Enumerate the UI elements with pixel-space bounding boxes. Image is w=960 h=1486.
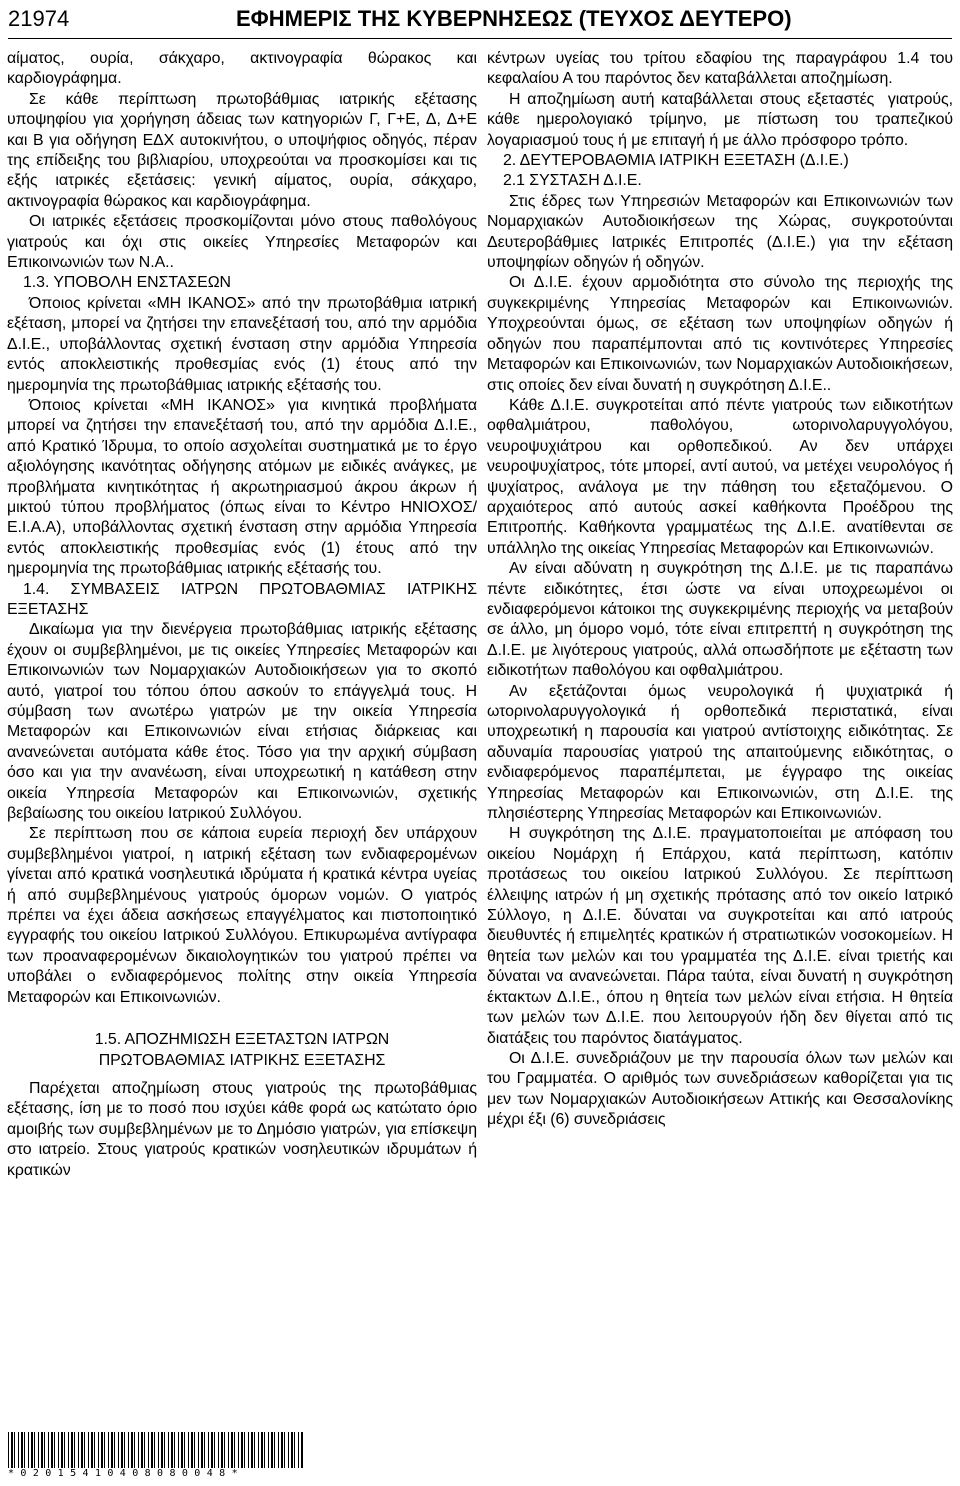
barcode [8, 1432, 304, 1479]
paragraph: Οι Δ.Ι.Ε. συνεδριάζουν με την παρουσία όλων των μελών και του Γραμματέα. Ο αριθμός των συνεδριάσεων καθορίζεται για τις μεν των Νομαρχιακών Αυτοδιοικήσεων Αττικής και Θεσσαλονίκης μέχρι έξι (6) συνεδριάσεις [487, 1049, 953, 1129]
paragraph: Αν είναι αδύνατη η συγκρότηση της Δ.Ι.Ε. με τις παραπάνω πέντε ειδικότητες, έτσι ώστε να είναι υποχρεωμένοι οι ενδιαφερόμενοι κάτοικοι της συγκεκριμένης περιοχής να μεταβούν σε άλλο, μη όμορο νομό, τότε είναι επιτρεπτή η συγκρότηση της Δ.Ι.Ε. με λιγότερους γιατρούς, αλλά οπωσδήποτε με εξέταστη των ειδικοτήτων παθολόγου και οφθαλμιάτρου. [487, 560, 953, 680]
section-heading: 1.4. ΣΥΜΒΑΣΕΙΣ ΙΑΤΡΩΝ ΠΡΩΤΟΒΑΘΜΙΑΣ ΙΑΤΡΙΚΗΣ ΕΞΕΤΑΣΗΣ [7, 580, 477, 618]
paragraph: Όποιος κρίνεται «ΜΗ ΙΚΑΝΟΣ» από την πρωτοβάθμια ιατρική εξέταση, μπορεί να ζητήσει την επανεξέτασή του, από την αρμόδια Δ.Ι.Ε., υποβάλλοντας σχετική ένσταση στην αρμόδια Υπηρεσία εντός αποκλειστικής προθεσμίας ενός (1) έτους από την ημερομηνία της πρωτοβάθμιας ιατρικής εξέτασής του. [7, 294, 477, 394]
paragraph: Η συγκρότηση της Δ.Ι.Ε. πραγματοποιείται με απόφαση του οικείου Νομάρχη ή Επάρχου, κατά περίπτωση, κατόπιν προτάσεως του οικείου Ιατρικού Συλλόγου. Σε περίπτωση έλλειψης ιατρών ή μη σχετικής πρότασης από τον οικείο Ιατρικό Σύλλογο, η Δ.Ι.Ε. δύναται να συγκροτείται και από ιατρούς διευθυντές ή επιμελητές κρατικών ή στρατιωτικών νοσοκομείων. Η θητεία των μελών και του γραμματέα της Δ.Ι.Ε. είναι τριετής και δύναται να ανανεώνεται. Πάρα ταύτα, είναι δυνατή η συγκρότηση έκτακτων Δ.Ι.Ε., όπου η θητεία των μελών είναι ετήσια. Η θητεία των μελών των Δ.Ι.Ε. που λειτουργούν ήδη δεν θίγεται από τις διατάξεις του παρόντος διατάγματος. [487, 825, 953, 1047]
section-heading: 2. ΔΕΥΤΕΡΟΒΑΘΜΙΑ ΙΑΤΡΙΚΗ ΕΞΕΤΑΣΗ (Δ.Ι.Ε.) [503, 152, 849, 170]
paragraph: Σε περίπτωση που σε κάποια ευρεία περιοχή δεν υπάρχουν συμβεβλημένοι γιατροί, η ιατρική εξέταση των ενδιαφερομένων γίνεται από κρατικά νοσηλευτικά ιδρύματα ή κρατικά κέντρα υγείας ή από συμβεβλημένους γιατρούς όμορων νομών. Ο γιατρός πρέπει να έχει άδεια ασκήσεως επαγγέλματος και πιστοποιητικό εγγραφής του οικείου Ιατρικού Συλλόγου. Επικυρωμένα αντίγραφα των προαναφερομένων δικαιολογητικών του γιατρού πρέπει να υποβάλει ο ενδιαφερόμενος πολίτης στην οικεία Υπηρεσία Μεταφορών και Επικοινωνιών. [7, 825, 477, 1006]
paragraph: Σε κάθε περίπτωση πρωτοβάθμιας ιατρικής εξέτασης υποψηφίου για χορήγηση άδειας των κατηγοριών Γ, Γ+Ε, Δ, Δ+Ε και Β για οδήγηση ΕΔΧ αυτοκινήτου, ο υποψήφιος οδηγός, πέραν της επίδειξης του βιβλιαρίου, υποχρεούται να προσκομίσει και τις εξής ιατρικές εξετάσεις: γενική αίματος, ουρία, σάκχαρο, ακτινογραφία θώρακος και καρδιογράφημα. [7, 90, 477, 210]
barcode-bars [8, 1432, 304, 1468]
gazette-title: ΕΦΗΜΕΡΙΣ ΤΗΣ ΚΥΒΕΡΝΗΣΕΩΣ (ΤΕΥΧΟΣ ΔΕΥΤΕΡΟ) [236, 6, 792, 31]
header-rule [8, 38, 952, 39]
paragraph: Η αποζημίωση αυτή καταβάλλεται στους εξεταστές γιατρούς, κάθε ημερολογιακό τρίμηνο, με πίστωση του τραπεζικού λογαριασμού τους ή με επιταγή ή με άλλο πρόσφορο τρόπο. [487, 90, 953, 149]
section-heading: ΠΡΩΤΟΒΑΘΜΙΑΣ ΙΑΤΡΙΚΗΣ ΕΞΕΤΑΣΗΣ [98, 1051, 386, 1069]
paragraph: Όποιος κρίνεται «ΜΗ ΙΚΑΝΟΣ» για κινητικά προβλήματα μπορεί να ζητήσει την επανεξέτασή του, από την αρμόδια Δ.Ι.Ε., από Κρατικό Ίδρυμα, το οποίο ασχολείται συστηματικά με το έργο αξιολόγησης ικανότητας οδήγησης ατόμων με ειδικές ανάγκες, με προβλήματα κινητικότητας ή ακρωτηριασμού άκρου άκρων ή μικτού τύπου προβλήματος (όπως είναι το Κέντρο ΗΝΙΟΧΟΣ/Ε.Ι.Α.Α), υποβάλλοντας σχετική ένσταση στην αρμόδια Υπηρεσία εντός αποκλειστικής προθεσμίας ενός (1) έτους από την ημερομηνία της πρωτοβάθμιας ιατρικής εξέτασής του. [7, 396, 477, 578]
paragraph: Στις έδρες των Υπηρεσιών Μεταφορών και Επικοινωνιών των Νομαρχιακών Αυτοδιοικήσεων της Χώρας, συγκροτούνται Δευτεροβάθμιες Ιατρικές Επιτροπές (Δ.Ι.Ε.) για την εξέταση υποψηφίων οδηγών ή οδηγών. [487, 192, 953, 272]
page-header [8, 4, 952, 40]
paragraph: κέντρων υγείας του τρίτου εδαφίου της παραγράφου 1.4 του κεφαλαίου Α του παρόντος δεν καταβάλλεται αποζημίωση. [487, 50, 953, 88]
barcode-number: *02015410408080048* [8, 1468, 304, 1480]
paragraph: Κάθε Δ.Ι.Ε. συγκροτείται από πέντε γιατρούς των ειδικοτήτων οφθαλμιάτρου, παθολόγου, ωτορινολαρυγγολόγου, νευροψυχιάτρου και ορθοπεδικού. Αν δεν υπάρχει νευροψυχίατρος, τότε μπορεί, αντί αυτού, να μετέχει νευρολόγος ή ψυχίατρος, ανάλογα με την πάθηση του εξεταζόμενου. Ο αρχαιότερος από αυτούς ασκεί καθήκοντα Προέδρου της Επιτροπής. Καθήκοντα γραμματέως της Δ.Ι.Ε. ανατίθενται σε υπάλληλο της οικείας Υπηρεσίας Μεταφορών και Επικοινωνιών. [487, 396, 953, 557]
paragraph: αίματος, ουρία, σάκχαρο, ακτινογραφία θώρακος και καρδιογράφημα. [7, 50, 477, 88]
section-heading: 1.5. ΑΠΟΖΗΜΙΩΣΗ ΕΞΕΤΑΣΤΩΝ ΙΑΤΡΩΝ [94, 1031, 390, 1049]
paragraph: Δικαίωμα για την διενέργεια πρωτοβάθμιας ιατρικής εξέτασης έχουν οι συμβεβλημένοι, με τις οικείες Υπηρεσίες Μεταφορών και Επικοινωνιών των Νομαρχιακών Αυτοδιοικήσεων για το σκοπό αυτό, γιατροί του τόπου όπου ασκούν το επάγγελμά τους. Η σύμβαση των ανωτέρω γιατρών με την οικεία Υπηρεσία Μεταφορών και Επικοινωνιών είναι ετήσιας διάρκειας και ανανεώνεται αυτόματα κάθε έτος. Τόσο για την αρχική σύμβαση όσο και για την ανανέωση, είναι υποχρεωτική η κατάθεση στην οικεία Υπηρεσία Μεταφορών και Επικοινωνιών, σχετικής βεβαίωσης του οικείου Ιατρικού Συλλόγου. [7, 621, 477, 823]
paragraph: Παρέχεται αποζημίωση στους γιατρούς της πρωτοβάθμιας εξέτασης, ίση με το ποσό που ισχύει κάθε φορά ως κατώτατο όριο αμοιβής των συμβεβλημένων με το Δημόσιο γιατρών, για επίσκεψη στο ιατρείο. Στους γιατρούς κρατικών νοσηλευτικών ιδρυμάτων ή κρατικών [7, 1079, 477, 1179]
section-heading: 1.3. ΥΠΟΒΟΛΗ ΕΝΣΤΑΣΕΩΝ [23, 274, 231, 292]
right-column [487, 49, 953, 1131]
paragraph: Οι ιατρικές εξετάσεις προσκομίζονται μόνο στους παθολόγους γιατρούς και όχι στις οικείες Υπηρεσίες Μεταφορών και Επικοινωνιών των Ν.Α.. [7, 213, 477, 272]
paragraph: Αν εξετάζονται όμως νευρολογικά ή ψυχιατρικά ή ωτορινολαρυγγολογικά ή ορθοπεδικά περιστατικά, είναι υποχρεωτική η παρουσία και γιατρού αντίστοιχης ειδικότητας. Σε αδυναμία παρουσίας γιατρού της απαιτούμενης ειδικότητας, ο ενδιαφερόμενος παραπέμπεται, με έγγραφο της οικείας Υπηρεσίας Μεταφορών και Επικοινωνιών, στη Δ.Ι.Ε. της πλησιέστερης Υπηρεσίας Μεταφορών και Επικοινωνιών. [487, 682, 953, 823]
page-number: 21974 [8, 6, 70, 31]
left-column [7, 49, 477, 1181]
section-heading: 2.1 ΣΥΣΤΑΣΗ Δ.Ι.Ε. [503, 172, 642, 190]
paragraph: Οι Δ.Ι.Ε. έχουν αρμοδιότητα στο σύνολο της περιοχής της συγκεκριμένης Υπηρεσίας Μεταφορών και Επικοινωνιών. Υποχρεούνται όμως, σε εξέταση των υποψηφίων οδηγών ή οδηγών που παραπέμπονται από τις κοντινότερες Υπηρεσίες Μεταφορών και Επικοινωνιών, των Νομαρχιακών Αυτοδιοικήσεων, στις οποίες δεν είναι δυνατή η συγκρότηση Δ.Ι.Ε.. [487, 274, 953, 394]
